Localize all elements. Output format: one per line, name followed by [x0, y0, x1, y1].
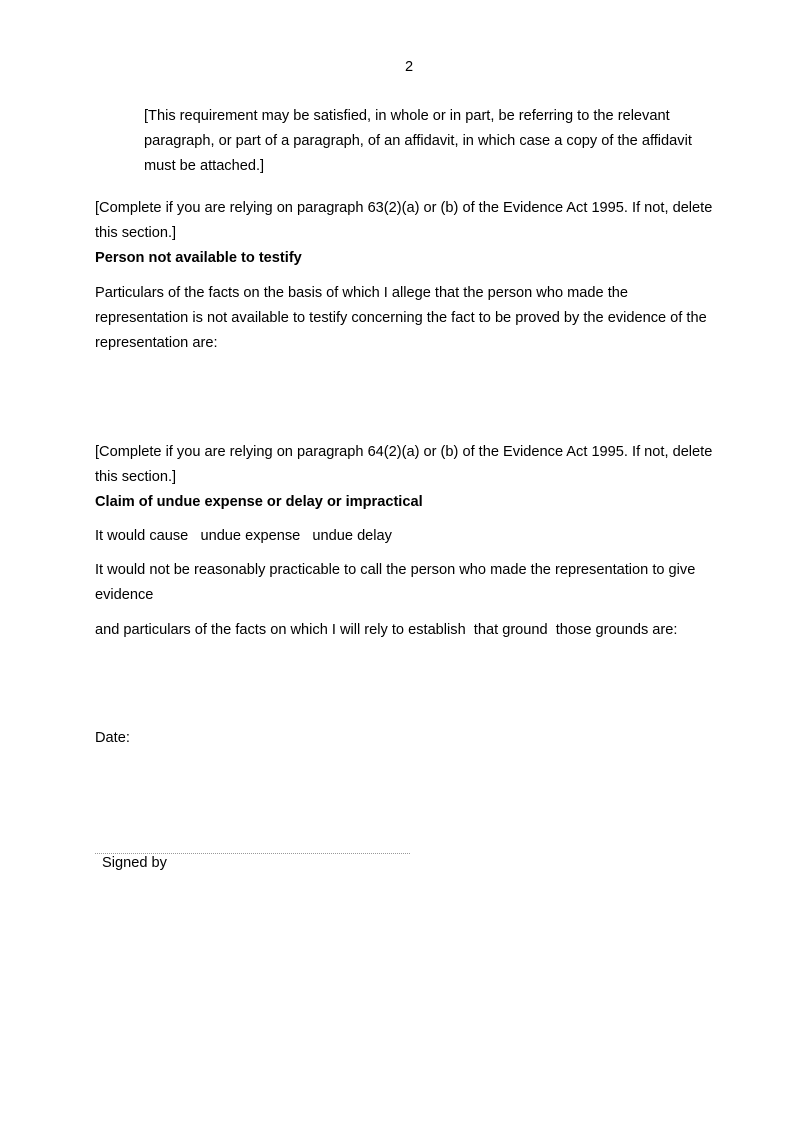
section-64-heading: Claim of undue expense or delay or impractical	[95, 494, 423, 510]
section-63-heading: Person not available to testify	[95, 250, 302, 266]
page-number: 2	[404, 59, 414, 75]
requirement-note-line-2: paragraph, or part of a paragraph, of an affidavit, in which case a copy of the affidavit	[144, 133, 692, 149]
section-64-practicable-line-2: evidence	[95, 587, 154, 603]
section-63-instruction-line-1: [Complete if you are relying on paragraph 63(2)(a) or (b) of the Evidence Act 1995. If not, delete	[95, 200, 713, 216]
section-63-instruction-line-2: this section.]	[95, 225, 177, 241]
section-63-particulars-line-2: representation is not available to testify concerning the fact to be proved by the evidence of the	[95, 310, 707, 326]
section-64-grounds-line: and particulars of the facts on which I will rely to establish that ground those grounds are:	[95, 622, 678, 638]
section-64-practicable-line-1: It would not be reasonably practicable to call the person who made the representation to give	[95, 562, 696, 578]
signed-by-label: Signed by	[102, 855, 167, 871]
requirement-note-line-3: must be attached.]	[144, 158, 265, 174]
section-64-instruction-line-2: this section.]	[95, 469, 177, 485]
section-63-particulars-line-1: Particulars of the facts on the basis of which I allege that the person who made the	[95, 285, 628, 301]
section-64-instruction-line-1: [Complete if you are relying on paragraph 64(2)(a) or (b) of the Evidence Act 1995. If not, delete	[95, 444, 713, 460]
section-64-cause-line: It would cause undue expense undue delay	[95, 528, 392, 544]
date-label: Date:	[95, 730, 130, 746]
requirement-note-line-1: [This requirement may be satisfied, in whole or in part, be referring to the relevant	[144, 108, 670, 124]
section-63-particulars-line-3: representation are:	[95, 335, 218, 351]
